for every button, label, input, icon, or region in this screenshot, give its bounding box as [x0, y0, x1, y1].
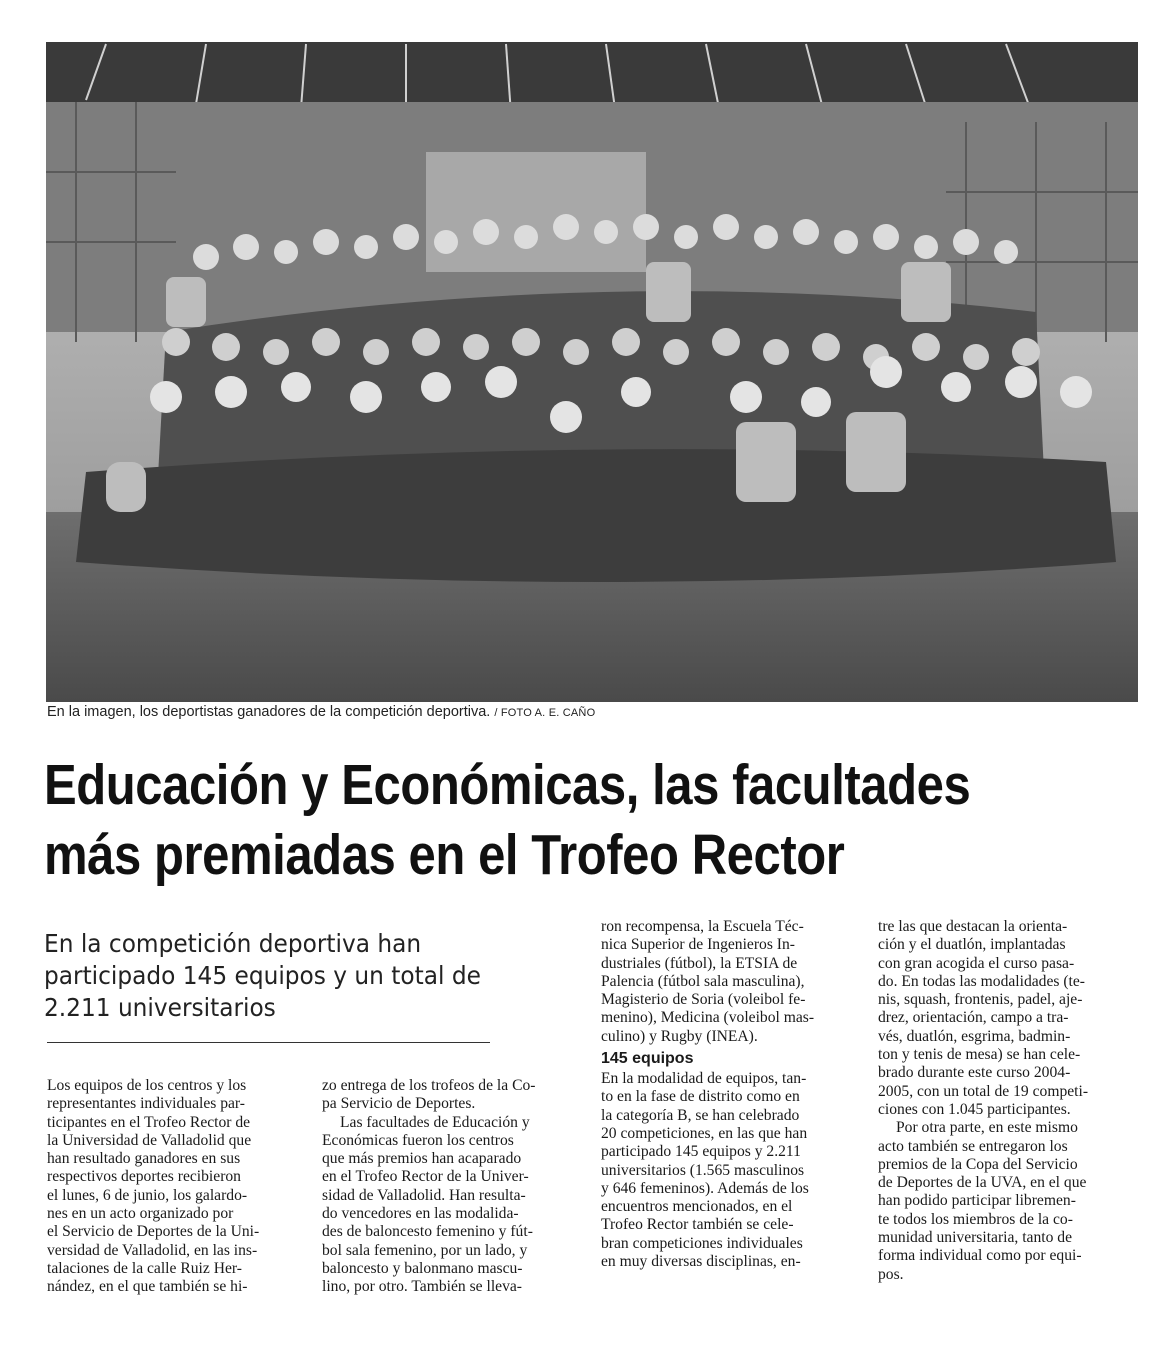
text-line: participado 145 equipos y 2.211	[601, 1143, 801, 1161]
text-line: nica Superior de Ingenieros In-	[601, 936, 795, 954]
paragraph	[878, 918, 1133, 1119]
text-line: pos.	[878, 1265, 904, 1283]
text-line: talaciones de la calle Ruiz Her-	[47, 1259, 242, 1277]
text-line: universitarios (1.565 masculinos	[601, 1161, 805, 1179]
text-line: munidad universitaria, tanto de	[878, 1229, 1073, 1247]
text-line: Palencia (fútbol sala masculina),	[601, 972, 805, 990]
text-line: Trofeo Rector también se cele-	[601, 1216, 794, 1234]
text-line: han resultado ganadores en sus	[47, 1150, 241, 1168]
paragraph	[601, 918, 856, 1046]
text-line: des de baloncesto femenino y fút-	[322, 1223, 533, 1241]
text-line: forma individual como por equi-	[878, 1247, 1082, 1265]
text-line: 20 competiciones, en las que han	[601, 1124, 808, 1142]
text-line: que más premios han acaparado	[322, 1150, 522, 1168]
caption-text: En la imagen, los deportistas ganadores de la competición deportiva.	[47, 704, 491, 720]
text-line: han podido participar libremen-	[878, 1192, 1076, 1210]
text-line: Económicas fueron los centros	[322, 1131, 514, 1149]
text-line: en el Trofeo Rector de la Univer-	[322, 1168, 529, 1186]
text-line: y 646 femeninos). Además de los	[601, 1179, 809, 1197]
text-line: Por otra parte, en este mismo	[896, 1119, 1078, 1137]
text-line: acto también se entregaron los	[878, 1137, 1068, 1155]
text-line: nández, en el que también se hi-	[47, 1278, 248, 1296]
text-line: premios de la Copa del Servicio	[878, 1155, 1078, 1173]
text-line: vés, duatlón, esgrima, badmin-	[878, 1027, 1071, 1045]
text-line: versidad de Valladolid, en las ins-	[47, 1241, 258, 1259]
text-line: el Servicio de Deportes de la Uni-	[47, 1223, 260, 1241]
text-line: do. En todas las modalidades (te-	[878, 972, 1085, 990]
paragraph	[322, 1114, 577, 1297]
text-line: brado durante este curso 2004-	[878, 1064, 1071, 1082]
subhead-line-2: participado 145 equipos y un total de	[44, 961, 481, 990]
text-line: encuentros mencionados, en el	[601, 1198, 793, 1216]
text-line: ciones con 1.045 participantes.	[878, 1100, 1071, 1118]
text-line: de Deportes de la UVA, en el que	[878, 1174, 1087, 1192]
paragraph	[601, 1070, 856, 1271]
text-line: 2005, con un total de 19 competi-	[878, 1082, 1089, 1100]
subhead-line-3: 2.211 universitarios	[44, 993, 276, 1022]
text-line: sidad de Valladolid. Han resulta-	[322, 1186, 526, 1204]
text-line: la categoría B, se han celebrado	[601, 1106, 800, 1124]
text-line: baloncesto y balonmano mascu-	[322, 1259, 523, 1277]
text-line: representantes individuales par-	[47, 1095, 245, 1113]
photo-caption	[47, 704, 1137, 720]
body-column-4	[878, 918, 1133, 1284]
subhead-divider	[47, 1042, 490, 1043]
subheadline	[44, 928, 528, 1024]
text-line: ticipantes en el Trofeo Rector de	[47, 1113, 251, 1131]
subhead-line-1: En la competición deportiva han	[44, 929, 422, 958]
body-column-3	[601, 918, 856, 1271]
group-photo	[46, 42, 1138, 702]
paragraph	[878, 1119, 1133, 1284]
text-line: con gran acogida el curso pasa-	[878, 954, 1075, 972]
text-line: pa Servicio de Deportes.	[322, 1095, 476, 1113]
text-line: Las facultades de Educación y	[340, 1113, 530, 1131]
text-line: dustriales (fútbol), la ETSIA de	[601, 954, 798, 972]
body-column-1	[47, 1077, 302, 1297]
text-line: culino) y Rugby (INEA).	[601, 1027, 758, 1045]
body-column-2	[322, 1077, 577, 1297]
text-line: ción y el duatlón, implantadas	[878, 936, 1066, 954]
text-line: drez, orientación, campo a tra-	[878, 1009, 1069, 1027]
text-line: respectivos deportes recibieron	[47, 1168, 241, 1186]
paragraph	[322, 1077, 577, 1114]
paragraph	[47, 1077, 302, 1297]
text-line: to en la fase de distrito como en	[601, 1088, 800, 1106]
text-line: ton y tenis de mesa) se han cele-	[878, 1046, 1081, 1064]
text-line: en muy diversas disciplinas, en-	[601, 1253, 801, 1271]
text-line: Magisterio de Soria (voleibol fe-	[601, 991, 806, 1009]
text-line: nis, squash, frontenis, padel, aje-	[878, 991, 1083, 1009]
section-heading: 145 equipos	[601, 1050, 694, 1068]
text-line: ron recompensa, la Escuela Téc-	[601, 918, 804, 935]
text-line: bran competiciones individuales	[601, 1234, 803, 1252]
headline-line-2: más premiadas en el Trofeo Rector	[44, 823, 845, 887]
text-line: nes en un acto organizado por	[47, 1205, 234, 1223]
text-line: lino, por otro. También se lleva-	[322, 1278, 522, 1296]
group-photo-image	[46, 42, 1138, 702]
text-line: bol sala femenino, por un lado, y	[322, 1241, 528, 1259]
text-line: el lunes, 6 de junio, los galardo-	[47, 1186, 248, 1204]
text-line: la Universidad de Valladolid que	[47, 1131, 252, 1149]
headline	[44, 750, 990, 890]
text-line: menino), Medicina (voleibol mas-	[601, 1009, 815, 1027]
photo-credit: / FOTO A. E. CAÑO	[494, 707, 596, 719]
text-line: Los equipos de los centros y los	[47, 1077, 247, 1094]
text-line: do vencedores en las modalida-	[322, 1205, 519, 1223]
text-line: En la modalidad de equipos, tan-	[601, 1070, 807, 1088]
headline-line-1: Educación y Económicas, las facultades	[44, 753, 971, 817]
text-line: zo entrega de los trofeos de la Co-	[322, 1077, 536, 1094]
text-line: te todos los miembros de la co-	[878, 1210, 1073, 1228]
text-line: tre las que destacan la orienta-	[878, 918, 1068, 935]
